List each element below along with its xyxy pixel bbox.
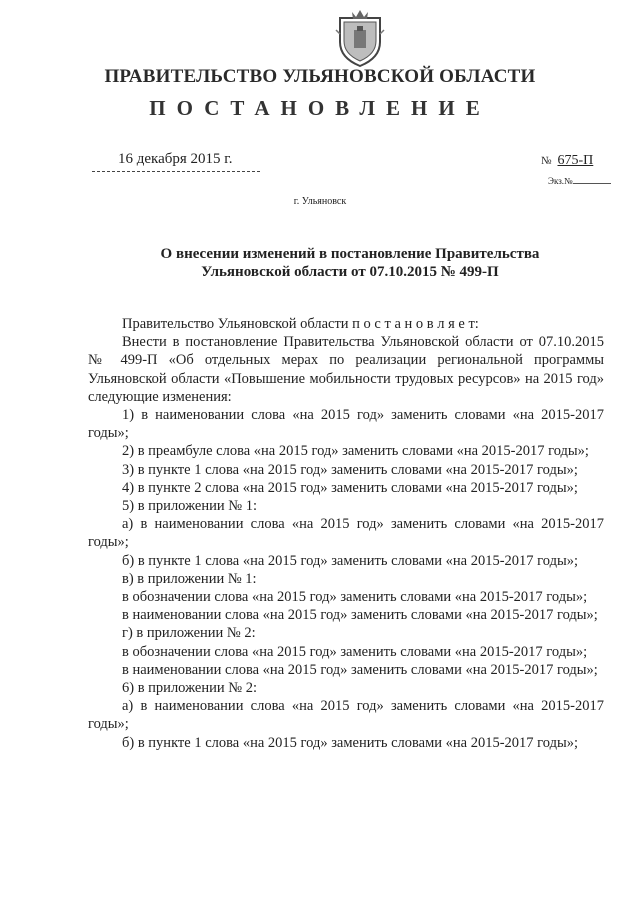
- copy-blank: [573, 183, 611, 184]
- copy-number: [548, 176, 611, 186]
- government-title: ПРАВИТЕЛЬСТВО УЛЬЯНОВСКОЙ ОБЛАСТИ: [104, 66, 536, 87]
- list-item: в обозначении слова «на 2015 год» заменить словами «на 2015-2017 годы»;: [122, 643, 588, 660]
- list-item: 4) в пункте 2 слова «на 2015 год» заменить словами «на 2015-2017 годы»;: [122, 479, 578, 496]
- list-item: а) в наименовании слова «на 2015 год» заменить словами «на 2015-2017 годы»;: [88, 516, 604, 551]
- list-item: а) в наименовании слова «на 2015 год» заменить словами «на 2015-2017 годы»;: [88, 698, 604, 733]
- decree-date: 16 декабря 2015 г.: [118, 151, 233, 167]
- subject-line-1: О внесении изменений в постановление Правительства: [160, 246, 540, 262]
- city: г. Ульяновск: [293, 196, 347, 207]
- paragraph-preamble: Правительство Ульяновской области п о с т а н о в л я е т:: [122, 316, 479, 332]
- list-item: в обозначении слова «на 2015 год» заменить словами «на 2015-2017 годы»;: [122, 589, 588, 606]
- list-item: б) в пункте 1 слова «на 2015 год» заменить словами «на 2015-2017 годы»;: [122, 734, 578, 751]
- list-item: 3) в пункте 1 слова «на 2015 год» заменить словами «на 2015-2017 годы»;: [122, 461, 578, 478]
- number-sign: №: [541, 155, 552, 167]
- list-item: в) в приложении № 1:: [122, 570, 257, 587]
- document-type: ПОСТАНОВЛЕНИЕ: [149, 96, 491, 120]
- list-item: в наименовании слова «на 2015 год» заменить словами «на 2015-2017 годы»;: [122, 607, 598, 624]
- number-value: 675-П: [557, 153, 594, 168]
- decree-number: [541, 153, 593, 169]
- list-item: 6) в приложении № 2:: [122, 680, 257, 697]
- list-item: 5) в приложении № 1:: [122, 498, 257, 515]
- paragraph-intro: Внести в постановление Правительства Ульяновской области от 07.10.2015 № 499-П «Об отдельных мерах по реализации региональной программы Ульяновской области «Повышение мобильности трудовых ресурсов» на 2015 год» следующие изменения:: [88, 334, 604, 405]
- list-item: 2) в преамбуле слова «на 2015 год» заменить словами «на 2015-2017 годы»;: [122, 443, 589, 460]
- list-item: 1) в наименовании слова «на 2015 год» заменить словами «на 2015-2017 годы»;: [88, 407, 604, 442]
- subject-line-2: Ульяновской области от 07.10.2015 № 499-П: [201, 264, 499, 280]
- list-item: в наименовании слова «на 2015 год» заменить словами «на 2015-2017 годы»;: [122, 661, 598, 678]
- copy-label: Экз.№: [548, 176, 573, 186]
- decree-subject: [0, 245, 640, 281]
- decree-body: [88, 315, 604, 752]
- list-item: б) в пункте 1 слова «на 2015 год» заменить словами «на 2015-2017 годы»;: [122, 552, 578, 569]
- list-item: г) в приложении № 2:: [122, 625, 256, 642]
- date-underline: [92, 171, 260, 172]
- coat-of-arms-icon: [334, 8, 386, 68]
